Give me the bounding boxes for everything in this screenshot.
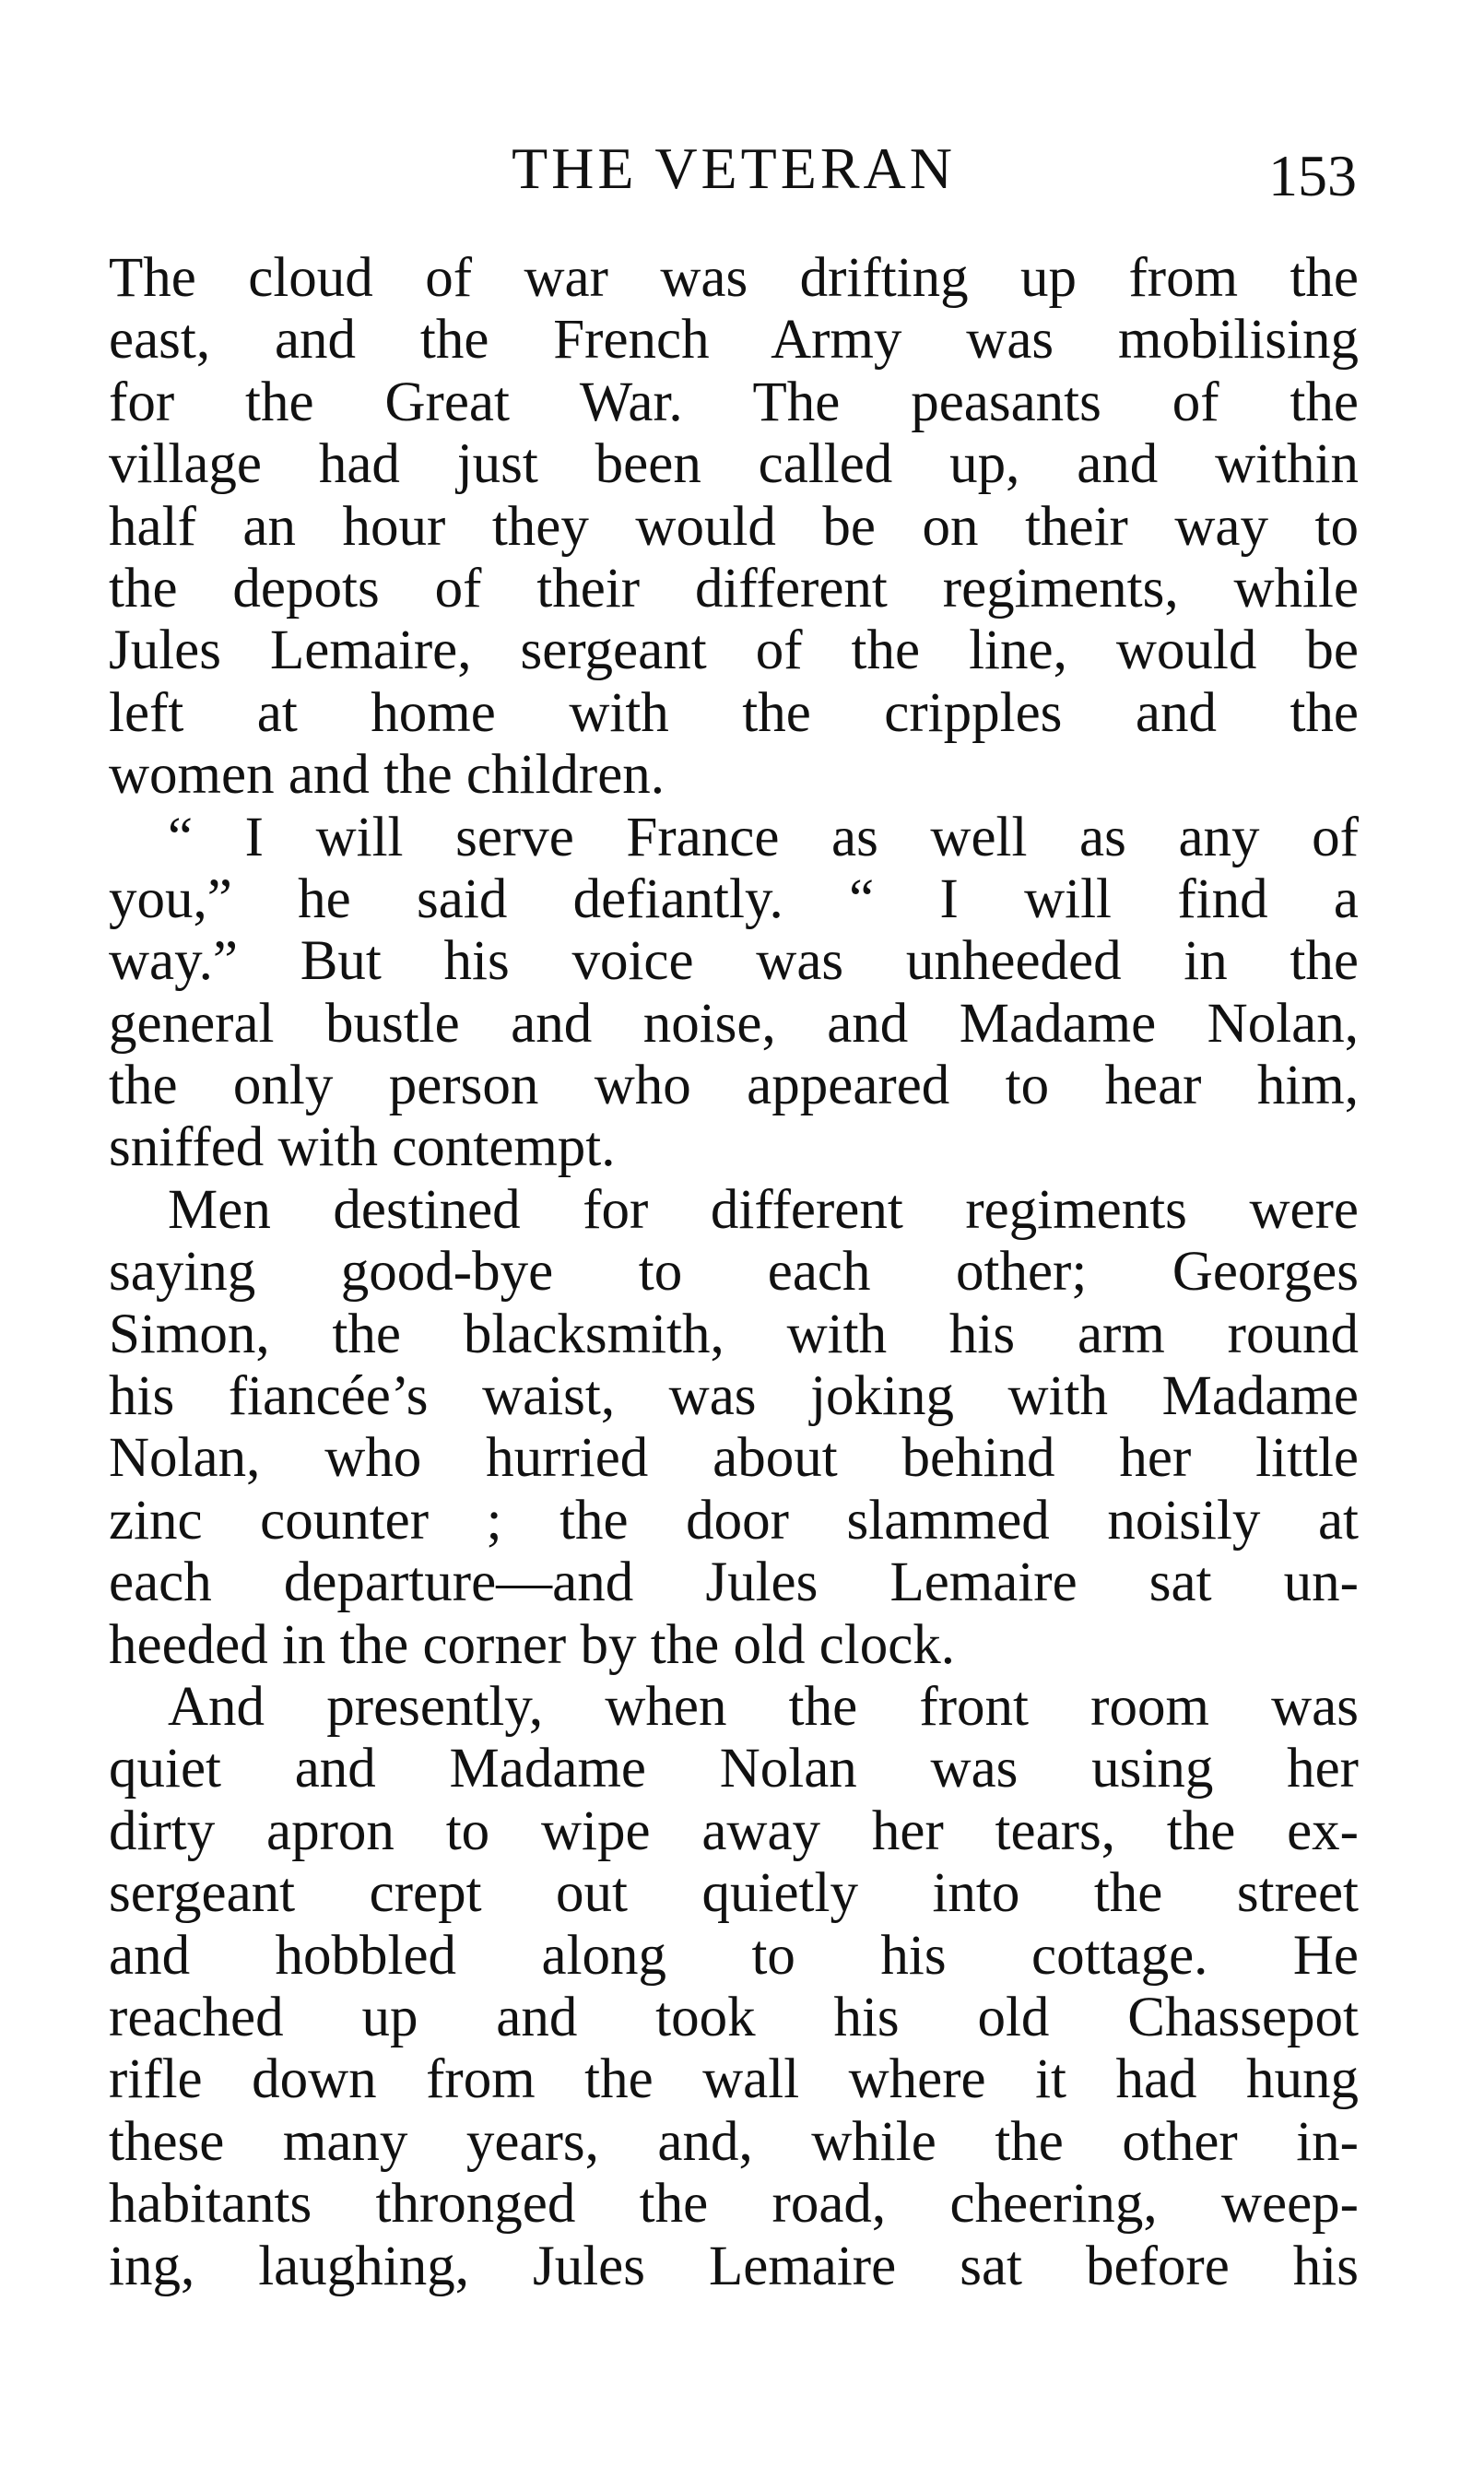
text-line: “ I will serve France as well as any of [168, 806, 1359, 868]
text-line: these many years, and, while the other in- [109, 2110, 1359, 2173]
body-text [109, 247, 1359, 2297]
text-line: quiet and Madame Nolan was using her [109, 1738, 1359, 1800]
text-line: the depots of their different regiments, while [109, 557, 1359, 620]
text-line: left at home with the cripples and the [109, 681, 1359, 744]
text-line: the only person who appeared to hear him, [109, 1055, 1359, 1117]
text-line: And presently, when the front room was [168, 1675, 1359, 1738]
text-line: dirty apron to wipe away her tears, the ex- [109, 1800, 1359, 1862]
text-line: zinc counter ; the door slammed noisily at [109, 1489, 1359, 1552]
text-line: you,” he said defiantly. “ I will find a [109, 867, 1359, 930]
text-line: Men destined for different regiments were [168, 1178, 1359, 1241]
text-line: women and the children. [109, 744, 665, 807]
text-line: Jules Lemaire, sergeant of the line, would be [109, 620, 1359, 682]
text-line: ing, laughing, Jules Lemaire sat before his [109, 2235, 1359, 2297]
text-line: Nolan, who hurried about behind her little [109, 1427, 1359, 1490]
text-line: east, and the French Army was mobilising [109, 309, 1359, 372]
text-line: for the Great War. The peasants of the [109, 371, 1359, 433]
text-line: rifle down from the wall where it had hung [109, 2048, 1359, 2111]
text-line: each departure—and Jules Lemaire sat un- [109, 1552, 1359, 1614]
text-line: village had just been called up, and within [109, 433, 1359, 496]
text-line: habitants thronged the road, cheering, weep- [109, 2173, 1359, 2236]
text-line: sniffed with contempt. [109, 1116, 616, 1179]
text-line: Simon, the blacksmith, with his arm round [109, 1303, 1359, 1365]
text-line: reached up and took his old Chassepot [109, 1986, 1359, 2048]
running-title: THE VETERAN [512, 136, 956, 201]
text-line: and hobbled along to his cottage. He [109, 1924, 1359, 1987]
page-number: 153 [1268, 143, 1357, 208]
text-line: his fiancée’s waist, was joking with Madame [109, 1365, 1359, 1428]
text-line: general bustle and noise, and Madame Nolan, [109, 992, 1359, 1055]
text-line: half an hour they would be on their way to [109, 495, 1359, 558]
running-head [111, 127, 1357, 210]
text-line: The cloud of war was drifting up from the [109, 247, 1359, 309]
text-line: saying good-bye to each other; Georges [109, 1241, 1359, 1304]
text-line: heeded in the corner by the old clock. [109, 1613, 956, 1676]
text-line: sergeant crept out quietly into the street [109, 1862, 1359, 1925]
text-line: way.” But his voice was unheeded in the [109, 930, 1359, 993]
